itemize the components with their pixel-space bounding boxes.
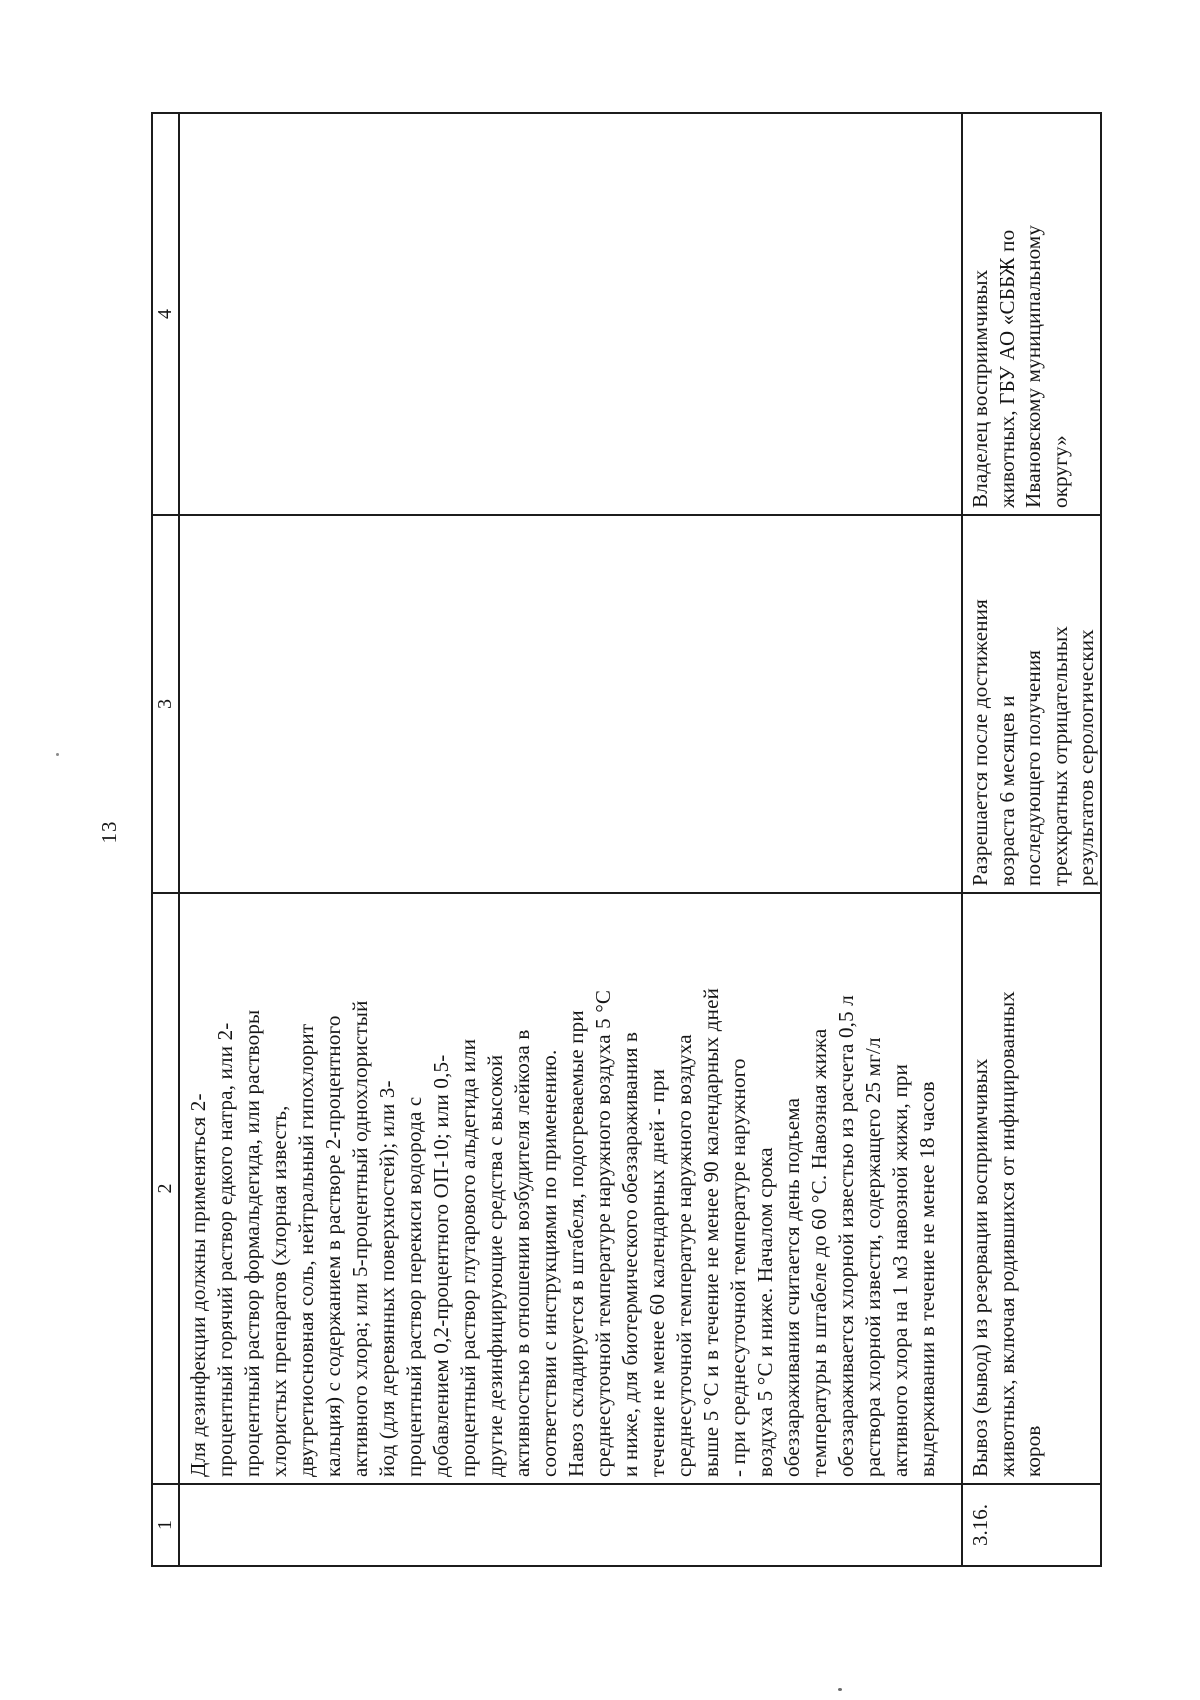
responsible-cell: Владелец восприимчивых животных, ГБУ АО «СББЖ по Ивановскому муниципальному округу»: [963, 114, 1100, 514]
table-header-col-4: 4: [153, 114, 180, 514]
row-number-cell: 3.16.: [963, 1483, 1100, 1565]
page-number: 13: [97, 820, 121, 844]
table-header-col-3: 3: [153, 514, 180, 892]
measures-cell: Вывоз (вывод) из резервации восприимчивых животных, включая родившихся от инфицированных коров: [963, 892, 1100, 1483]
scan-speck: [838, 1688, 842, 1691]
regulation-table: [151, 112, 1102, 1567]
measures-cell: Для дезинфекции должны применяться 2- процентный горячий раствор едкого натра, или 2- процентный раствор формальдегида, или растворы хлористых препаратов (хлорная известь, двутретиосновная соль, нейтральный гипохлорит кальция) с содержанием в растворе 2-процентного активного хлора; или 5-процентный однохлористый йод (для деревянных поверхностей); или 3- процентный раствор перекиси водорода с добавлением 0,2-процентного ОП-10; или 0,5- процентный раствор глутарового альдегида или другие дезинфицирующие средства с высокой активностью в отношении возбудителя лейкоза в соответствии с инструкциями по применению. Навоз складируется в штабеля, подогреваемые при среднесуточной температуре наружного воздуха 5 °С и ниже, для биотермического обеззараживания в течение не менее 60 календарных дней - при среднесуточной температуре наружного воздуха выше 5 °С и в течение не менее 90 календарных дней - при среднесуточной температуре наружного воздуха 5 °С и ниже. Началом срока обеззараживания считается день подъема температуры в штабеле до 60 °С. Навозная жижа обеззараживается хлорной известью из расчета 0,5 л раствора хлорной извести, содержащего 25 мг/л активного хлора на 1 м3 навозной жижи, при выдерживании в течение не менее 18 часов: [180, 892, 963, 1483]
terms-cell: Разрешается после достижения возраста 6 месяцев и последующего получения трехкратных отрицательных результатов серологических: [963, 514, 1100, 892]
table-header-col-1: 1: [153, 1483, 180, 1565]
rotated-content: [97, 112, 1102, 1567]
row-number-cell: [180, 1483, 963, 1565]
table-header-col-2: 2: [153, 892, 180, 1483]
scan-speck: [56, 753, 59, 756]
terms-cell: [180, 514, 963, 892]
responsible-cell: [180, 114, 963, 514]
